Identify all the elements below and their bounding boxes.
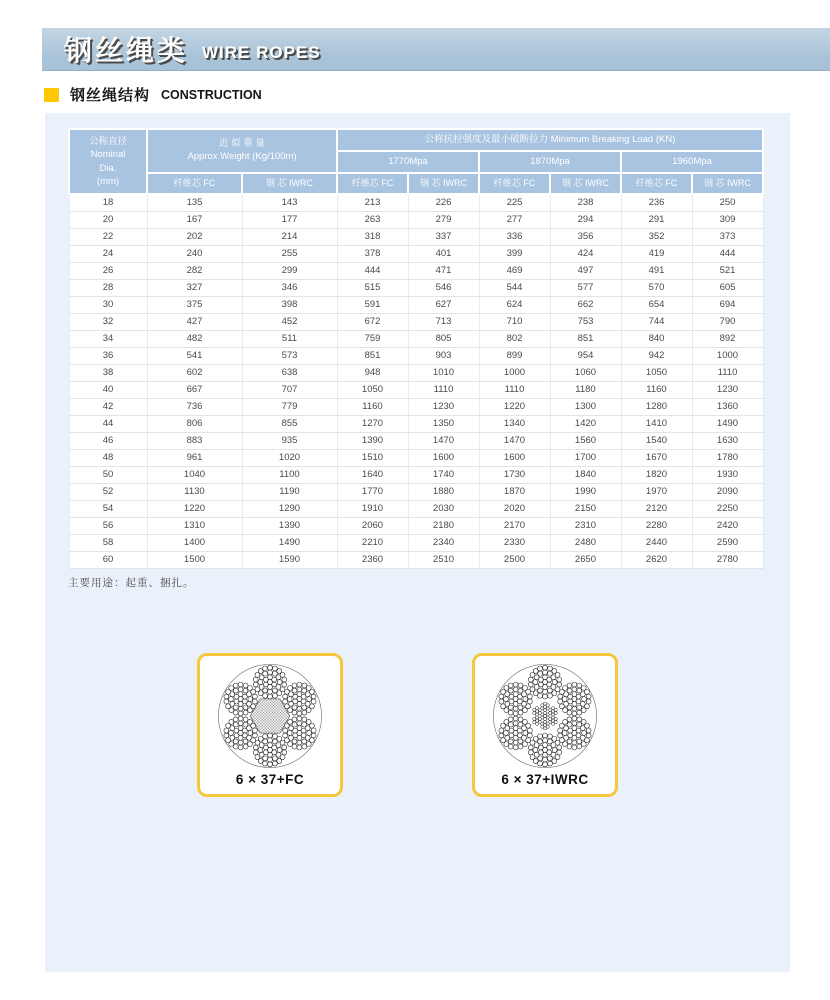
cell: 1280 (621, 398, 692, 415)
cell: 694 (692, 296, 763, 313)
cell: 1490 (692, 415, 763, 432)
cell: 2120 (621, 500, 692, 517)
cell: 541 (147, 347, 242, 364)
header-weight-fc: 纤维芯 FC (147, 173, 242, 194)
cell: 444 (692, 245, 763, 262)
cell: 948 (337, 364, 408, 381)
usage-note: 主要用途：起重、捆扎。 (68, 577, 195, 589)
cell: 667 (147, 381, 242, 398)
cell: 1220 (147, 500, 242, 517)
cell: 1510 (337, 449, 408, 466)
diagram-label-iwrc: 6 × 37+IWRC (501, 772, 589, 787)
cell: 1500 (147, 551, 242, 568)
cell: 573 (242, 347, 337, 364)
cell: 42 (69, 398, 147, 415)
cell: 1910 (337, 500, 408, 517)
cell: 1110 (692, 364, 763, 381)
cell: 135 (147, 194, 242, 211)
cell: 2650 (550, 551, 621, 568)
cell: 1770 (337, 483, 408, 500)
cell: 352 (621, 228, 692, 245)
cell: 375 (147, 296, 242, 313)
cell: 511 (242, 330, 337, 347)
cell: 707 (242, 381, 337, 398)
cell: 1010 (408, 364, 479, 381)
cell: 50 (69, 466, 147, 483)
cell: 1630 (692, 432, 763, 449)
cell: 1300 (550, 398, 621, 415)
cell: 236 (621, 194, 692, 211)
cell: 851 (550, 330, 621, 347)
cell: 401 (408, 245, 479, 262)
cell: 2020 (479, 500, 550, 517)
cell: 1540 (621, 432, 692, 449)
table-row (69, 245, 763, 262)
cell: 1050 (337, 381, 408, 398)
cell: 1220 (479, 398, 550, 415)
cell: 1870 (479, 483, 550, 500)
cell: 2420 (692, 517, 763, 534)
cell: 419 (621, 245, 692, 262)
cell: 2590 (692, 534, 763, 551)
cell: 805 (408, 330, 479, 347)
cell: 309 (692, 211, 763, 228)
cell: 202 (147, 228, 242, 245)
cell: 20 (69, 211, 147, 228)
cell: 1600 (408, 449, 479, 466)
cell: 46 (69, 432, 147, 449)
cell: 1880 (408, 483, 479, 500)
cell: 1290 (242, 500, 337, 517)
wire-rope-cross-section-fc-icon (217, 663, 323, 769)
cell: 378 (337, 245, 408, 262)
cell: 1470 (408, 432, 479, 449)
cell: 840 (621, 330, 692, 347)
cell: 1050 (621, 364, 692, 381)
cell: 1130 (147, 483, 242, 500)
table-row (69, 296, 763, 313)
cell: 2180 (408, 517, 479, 534)
table-header (69, 129, 763, 194)
cell: 961 (147, 449, 242, 466)
header-approx-weight: 近 似 重 量 Approx Weight (Kg/100m) (147, 129, 337, 173)
cell: 52 (69, 483, 147, 500)
cell: 942 (621, 347, 692, 364)
cell: 662 (550, 296, 621, 313)
cell: 1730 (479, 466, 550, 483)
cell: 1190 (242, 483, 337, 500)
cell: 851 (337, 347, 408, 364)
cell: 18 (69, 194, 147, 211)
section-title-en: CONSTRUCTION (161, 88, 262, 102)
table-row (69, 466, 763, 483)
cell: 2030 (408, 500, 479, 517)
cell: 30 (69, 296, 147, 313)
cell: 2620 (621, 551, 692, 568)
cell: 2150 (550, 500, 621, 517)
cell: 167 (147, 211, 242, 228)
cell: 1060 (550, 364, 621, 381)
header-1870-iwrc: 钢 芯 IWRC (550, 173, 621, 194)
header-1870-fc: 纤维芯 FC (479, 173, 550, 194)
cell: 736 (147, 398, 242, 415)
table-row (69, 517, 763, 534)
header-nominal-dia: 公称直径 Nominal Dia. (mm) (69, 129, 147, 194)
cell: 255 (242, 245, 337, 262)
cell: 521 (692, 262, 763, 279)
cell: 337 (408, 228, 479, 245)
cell: 2090 (692, 483, 763, 500)
header-grade-1870: 1870Mpa (479, 151, 621, 173)
cell: 482 (147, 330, 242, 347)
cell: 627 (408, 296, 479, 313)
header-1960-fc: 纤维芯 FC (621, 173, 692, 194)
cell: 471 (408, 262, 479, 279)
cell: 1400 (147, 534, 242, 551)
cell: 26 (69, 262, 147, 279)
cell: 2310 (550, 517, 621, 534)
header-1960-iwrc: 钢 芯 IWRC (692, 173, 763, 194)
cell: 452 (242, 313, 337, 330)
cell: 935 (242, 432, 337, 449)
cell: 1470 (479, 432, 550, 449)
table-row (69, 330, 763, 347)
cell: 1700 (550, 449, 621, 466)
section-heading (44, 84, 262, 105)
cell: 624 (479, 296, 550, 313)
cell: 54 (69, 500, 147, 517)
cell: 1390 (337, 432, 408, 449)
cell: 373 (692, 228, 763, 245)
cell: 753 (550, 313, 621, 330)
cell: 2060 (337, 517, 408, 534)
cell: 398 (242, 296, 337, 313)
cell: 790 (692, 313, 763, 330)
header-weight-iwrc: 钢 芯 IWRC (242, 173, 337, 194)
cell: 44 (69, 415, 147, 432)
cell: 263 (337, 211, 408, 228)
yellow-bullet-icon (44, 88, 59, 102)
cell: 1420 (550, 415, 621, 432)
cell: 444 (337, 262, 408, 279)
cell: 1020 (242, 449, 337, 466)
table-row (69, 313, 763, 330)
cell: 1270 (337, 415, 408, 432)
cell: 1600 (479, 449, 550, 466)
cell: 744 (621, 313, 692, 330)
cell: 759 (337, 330, 408, 347)
cell: 279 (408, 211, 479, 228)
cell: 2280 (621, 517, 692, 534)
cell: 356 (550, 228, 621, 245)
cell: 32 (69, 313, 147, 330)
cell: 892 (692, 330, 763, 347)
cell: 2210 (337, 534, 408, 551)
cell: 577 (550, 279, 621, 296)
cell: 1780 (692, 449, 763, 466)
cell: 1840 (550, 466, 621, 483)
cell: 654 (621, 296, 692, 313)
cell: 1160 (621, 381, 692, 398)
header-1770-iwrc: 钢 芯 IWRC (408, 173, 479, 194)
cell: 1390 (242, 517, 337, 534)
cell: 1230 (408, 398, 479, 415)
cell: 327 (147, 279, 242, 296)
cell: 346 (242, 279, 337, 296)
table-row (69, 551, 763, 568)
cell: 544 (479, 279, 550, 296)
table-row (69, 228, 763, 245)
cell: 1110 (408, 381, 479, 398)
cell: 469 (479, 262, 550, 279)
cell: 225 (479, 194, 550, 211)
cell: 1410 (621, 415, 692, 432)
section-title-zh: 钢丝绳结构 (70, 87, 151, 104)
cell: 1100 (242, 466, 337, 483)
cell: 1970 (621, 483, 692, 500)
cell: 855 (242, 415, 337, 432)
cell: 2440 (621, 534, 692, 551)
cell: 2500 (479, 551, 550, 568)
cell: 1160 (337, 398, 408, 415)
table-row (69, 194, 763, 211)
cell: 299 (242, 262, 337, 279)
cell: 1310 (147, 517, 242, 534)
cell: 672 (337, 313, 408, 330)
table-row (69, 500, 763, 517)
table-row (69, 534, 763, 551)
cell: 294 (550, 211, 621, 228)
table-row (69, 347, 763, 364)
header-grade-1770: 1770Mpa (337, 151, 479, 173)
cell: 1560 (550, 432, 621, 449)
cell: 1640 (337, 466, 408, 483)
wire-rope-cross-section-iwrc-icon (492, 663, 598, 769)
cell: 226 (408, 194, 479, 211)
cell: 2340 (408, 534, 479, 551)
cell: 1350 (408, 415, 479, 432)
cell: 238 (550, 194, 621, 211)
cell: 638 (242, 364, 337, 381)
table-row (69, 381, 763, 398)
table-row (69, 364, 763, 381)
cell: 48 (69, 449, 147, 466)
cell: 1360 (692, 398, 763, 415)
table-body (69, 194, 763, 568)
cell: 710 (479, 313, 550, 330)
cell: 1670 (621, 449, 692, 466)
cell: 177 (242, 211, 337, 228)
cell: 1930 (692, 466, 763, 483)
cell: 22 (69, 228, 147, 245)
cell: 213 (337, 194, 408, 211)
cell: 713 (408, 313, 479, 330)
cell: 24 (69, 245, 147, 262)
cell: 2360 (337, 551, 408, 568)
cell: 282 (147, 262, 242, 279)
cell: 1180 (550, 381, 621, 398)
cell: 802 (479, 330, 550, 347)
cell: 40 (69, 381, 147, 398)
header-grade-1960: 1960Mpa (621, 151, 763, 173)
header-breaking-load: 公称抗拉强度及最小破断拉力 Minimum Breaking Load (KN) (337, 129, 763, 151)
banner-title-en: WIRE ROPES (202, 43, 321, 62)
cell: 1230 (692, 381, 763, 398)
banner-title-zh: 钢丝绳类 (64, 35, 189, 66)
cell: 2780 (692, 551, 763, 568)
cell: 2480 (550, 534, 621, 551)
content-panel (45, 113, 790, 972)
diagram-card-fc (197, 653, 343, 797)
cell: 570 (621, 279, 692, 296)
table-row (69, 483, 763, 500)
cell: 1820 (621, 466, 692, 483)
cell: 36 (69, 347, 147, 364)
cell: 605 (692, 279, 763, 296)
cell: 427 (147, 313, 242, 330)
cell: 1490 (242, 534, 337, 551)
cell: 491 (621, 262, 692, 279)
cell: 883 (147, 432, 242, 449)
cell: 591 (337, 296, 408, 313)
cell: 318 (337, 228, 408, 245)
cell: 56 (69, 517, 147, 534)
cell: 424 (550, 245, 621, 262)
cell: 1340 (479, 415, 550, 432)
cell: 399 (479, 245, 550, 262)
cell: 240 (147, 245, 242, 262)
cell: 954 (550, 347, 621, 364)
cell: 38 (69, 364, 147, 381)
cell: 2330 (479, 534, 550, 551)
table-row (69, 211, 763, 228)
cell: 34 (69, 330, 147, 347)
cell: 779 (242, 398, 337, 415)
diagram-label-fc: 6 × 37+FC (235, 772, 305, 787)
table-row (69, 432, 763, 449)
cell: 546 (408, 279, 479, 296)
cell: 2170 (479, 517, 550, 534)
cell: 515 (337, 279, 408, 296)
wire-rope-table (68, 128, 764, 569)
cell: 60 (69, 551, 147, 568)
cell: 28 (69, 279, 147, 296)
cell: 250 (692, 194, 763, 211)
diagram-card-iwrc (472, 653, 618, 797)
cell: 497 (550, 262, 621, 279)
table-row (69, 262, 763, 279)
cell: 903 (408, 347, 479, 364)
cell: 1990 (550, 483, 621, 500)
table-row (69, 279, 763, 296)
cell: 1740 (408, 466, 479, 483)
cell: 1110 (479, 381, 550, 398)
cell: 277 (479, 211, 550, 228)
cell: 214 (242, 228, 337, 245)
cell: 1000 (692, 347, 763, 364)
cell: 602 (147, 364, 242, 381)
cell: 1040 (147, 466, 242, 483)
table-row (69, 398, 763, 415)
cell: 1000 (479, 364, 550, 381)
cell: 806 (147, 415, 242, 432)
cell: 143 (242, 194, 337, 211)
cell: 58 (69, 534, 147, 551)
cell: 2510 (408, 551, 479, 568)
table-row (69, 415, 763, 432)
header-1770-fc: 纤维芯 FC (337, 173, 408, 194)
cell: 291 (621, 211, 692, 228)
cell: 899 (479, 347, 550, 364)
table-row (69, 449, 763, 466)
cell: 1590 (242, 551, 337, 568)
cell: 336 (479, 228, 550, 245)
page-banner (42, 28, 830, 71)
cell: 2250 (692, 500, 763, 517)
